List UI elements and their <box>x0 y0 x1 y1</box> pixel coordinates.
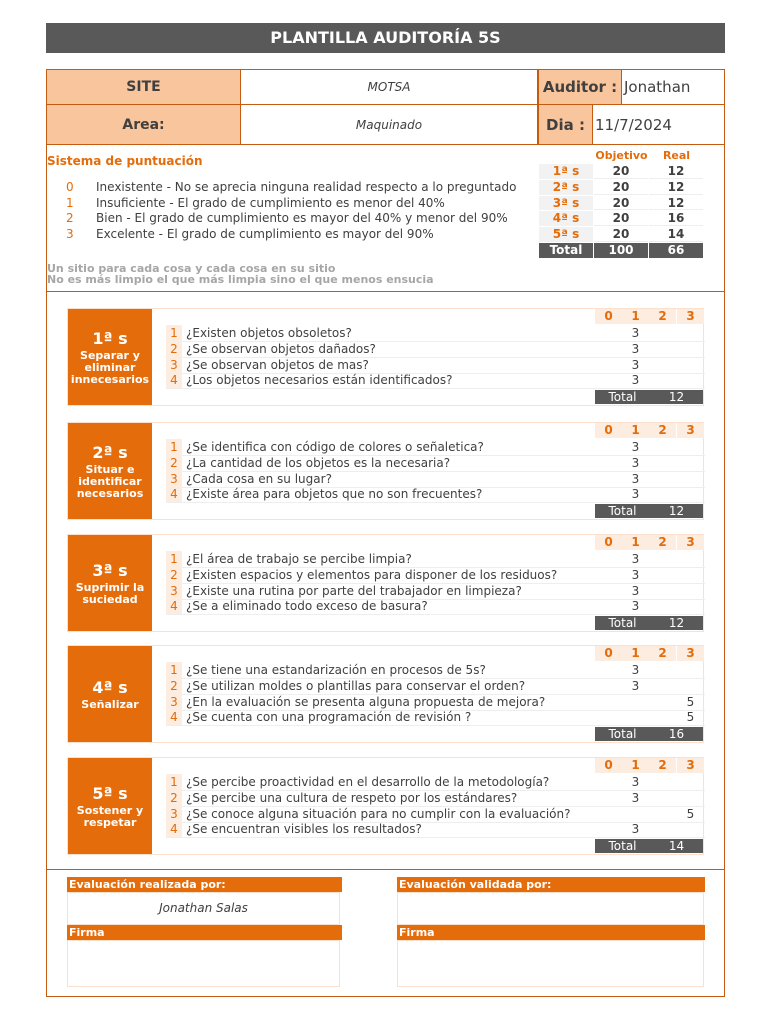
question-score[interactable]: 5 <box>686 710 695 725</box>
score-column-header: 3 <box>677 309 704 324</box>
s-section-title: 4ª s <box>92 677 128 697</box>
legend-level-text: Excelente - El grado de cumplimiento es mayor del 90% <box>96 226 434 241</box>
s-section-title: 2ª s <box>92 442 128 462</box>
legend-level-number: 2 <box>66 211 74 225</box>
section-total-label: Total <box>595 504 650 518</box>
question-score[interactable]: 5 <box>686 694 695 709</box>
question-score[interactable]: 3 <box>631 471 640 486</box>
s-section-title: 1ª s <box>92 328 128 348</box>
legend-level-number: 0 <box>66 180 74 194</box>
section-total-label: Total <box>595 616 650 630</box>
section-total-label: Total <box>595 390 650 404</box>
question-score[interactable]: 3 <box>631 487 640 502</box>
legend-level-text: Insuficiente - El grado de cumplimiento es menor del 40% <box>96 195 445 210</box>
question-number: 4 <box>166 709 182 725</box>
question-row[interactable] <box>166 821 705 838</box>
question-row[interactable] <box>166 486 705 503</box>
summary-row-objetivo: 20 <box>594 164 648 179</box>
summary-row-real: 16 <box>649 211 703 226</box>
question-number: 1 <box>166 551 182 567</box>
auditor-value[interactable]: Jonathan <box>621 69 725 105</box>
s-section <box>67 757 704 855</box>
summary-row-label: 3ª s <box>539 196 593 211</box>
score-column-header: 2 <box>649 423 676 438</box>
question-score[interactable]: 3 <box>631 790 640 805</box>
scoring-legend <box>66 180 536 242</box>
page-title: PLANTILLA AUDITORÍA 5S <box>46 23 725 53</box>
question-text: ¿Cada cosa en su lugar? <box>186 471 332 486</box>
s-section-subtitle: Separar y eliminar innecesarios <box>70 348 150 386</box>
s-section <box>67 308 704 406</box>
question-row[interactable] <box>166 583 705 600</box>
s-section-title: 5ª s <box>92 783 128 803</box>
s-section-subtitle: Señalizar <box>81 697 139 711</box>
question-text: ¿Se conoce alguna situación para no cumplir con la evaluación? <box>186 806 571 821</box>
summary-row-real: 14 <box>649 227 703 242</box>
summary-total-real: 66 <box>649 243 703 258</box>
s-section-title: 3ª s <box>92 560 128 580</box>
section-total-label: Total <box>595 839 650 853</box>
objetivo-header: Objetivo <box>595 149 648 162</box>
question-number: 3 <box>166 583 182 599</box>
firma-label-left: Firma <box>67 925 342 940</box>
score-column-header: 1 <box>622 535 649 550</box>
question-row[interactable] <box>166 806 705 823</box>
question-text: ¿Se percibe una cultura de respeto por los estándares? <box>186 790 518 805</box>
section-total-value: 12 <box>650 616 703 630</box>
question-text: ¿Existe una rutina por parte del trabajador en limpieza? <box>186 583 522 598</box>
firma-field-right[interactable] <box>397 940 704 987</box>
question-score[interactable]: 3 <box>631 822 640 837</box>
question-number: 2 <box>166 678 182 694</box>
question-number: 2 <box>166 790 182 806</box>
question-score[interactable]: 3 <box>631 326 640 340</box>
section-total-value: 16 <box>650 727 703 741</box>
question-text: ¿Se encuentran visibles los resultados? <box>186 822 422 837</box>
question-score[interactable]: 3 <box>631 341 640 356</box>
section-total-value: 12 <box>650 504 703 518</box>
question-row[interactable] <box>166 694 705 711</box>
section-total-value: 12 <box>650 390 703 404</box>
question-number: 4 <box>166 821 182 837</box>
question-score[interactable]: 3 <box>631 357 640 372</box>
question-number: 2 <box>166 567 182 583</box>
question-text: ¿En la evaluación se presenta alguna propuesta de mejora? <box>186 694 546 709</box>
question-text: ¿El área de trabajo se percibe limpia? <box>186 552 412 566</box>
question-text: ¿Se observan objetos dañados? <box>186 341 376 356</box>
question-text: ¿Se observan objetos de mas? <box>186 357 369 372</box>
question-number: 1 <box>166 774 182 790</box>
s-section-badge <box>68 535 152 631</box>
question-number: 1 <box>166 325 182 341</box>
summary-row-label: 5ª s <box>539 227 593 242</box>
summary-row-label: 4ª s <box>539 211 593 226</box>
summary-row-label: 1ª s <box>539 164 593 179</box>
question-number: 3 <box>166 471 182 487</box>
s-section <box>67 422 704 520</box>
legend-row <box>66 180 536 196</box>
real-header: Real <box>662 149 691 162</box>
s-section-subtitle: Situar e identificar necesarios <box>76 462 144 500</box>
s-section-subtitle: Sostener y respetar <box>76 803 144 829</box>
question-number: 4 <box>166 486 182 502</box>
firma-label-right: Firma <box>397 925 705 940</box>
site-label: SITE <box>46 69 241 105</box>
question-row[interactable] <box>166 598 705 615</box>
summary-total-objetivo: 100 <box>594 243 648 258</box>
question-text: ¿Se cuenta con una programación de revisión ? <box>186 710 472 725</box>
question-score[interactable]: 3 <box>631 455 640 470</box>
score-column-header: 1 <box>622 758 649 773</box>
score-column-header: 2 <box>649 646 676 661</box>
site-value[interactable]: MOTSA <box>240 69 538 105</box>
question-row[interactable] <box>166 678 705 695</box>
s-section-badge <box>68 758 152 854</box>
question-row[interactable] <box>166 357 705 374</box>
question-text: ¿Existe área para objetos que no son frecuentes? <box>186 487 483 502</box>
question-text: ¿Existen espacios y elementos para disponer de los residuos? <box>186 567 558 582</box>
legend-level-number: 1 <box>66 195 74 210</box>
question-number: 4 <box>166 598 182 614</box>
motto-2: No es más limpio el que más limpia sino el que menos ensucia <box>47 273 434 286</box>
score-column-header: 0 <box>595 423 622 438</box>
summary-row-label: 2ª s <box>539 180 593 195</box>
question-text: ¿Se utilizan moldes o plantillas para conservar el orden? <box>186 678 526 693</box>
question-text: ¿Se a eliminado todo exceso de basura? <box>186 599 428 614</box>
score-column-header: 1 <box>622 423 649 438</box>
section-total-label: Total <box>595 727 650 741</box>
s-section-badge <box>68 646 152 742</box>
question-row[interactable] <box>166 439 705 456</box>
validada-label: Evaluación validada por: <box>397 877 705 892</box>
question-row[interactable] <box>166 372 705 389</box>
summary-row-real: 12 <box>649 164 703 179</box>
area-value[interactable]: Maquinado <box>240 104 538 145</box>
question-score[interactable]: 3 <box>631 678 640 693</box>
validada-field[interactable] <box>397 892 704 925</box>
question-row[interactable] <box>166 325 705 342</box>
section-total-value: 14 <box>650 839 703 853</box>
question-score[interactable]: 3 <box>631 775 640 789</box>
score-column-header: 2 <box>649 309 676 324</box>
score-column-header: 2 <box>649 758 676 773</box>
question-text: ¿Los objetos necesarios están identificados? <box>186 373 453 388</box>
legend-row <box>66 196 536 212</box>
realizada-value: Jonathan Salas <box>159 901 248 915</box>
question-text: ¿Se percibe proactividad en el desarrollo de la metodología? <box>186 775 550 789</box>
s-section-subtitle: Suprimir la suciedad <box>75 580 145 606</box>
motto-1: Un sitio para cada cosa y cada cosa en su sitio <box>47 262 336 275</box>
question-row[interactable] <box>166 341 705 358</box>
question-row[interactable] <box>166 790 705 807</box>
score-column-header: 3 <box>677 535 704 550</box>
question-score[interactable]: 3 <box>631 552 640 566</box>
firma-field-left[interactable] <box>67 940 340 987</box>
s-section <box>67 534 704 632</box>
score-column-header: 3 <box>677 646 704 661</box>
score-column-header: 0 <box>595 646 622 661</box>
question-number: 1 <box>166 439 182 455</box>
score-column-header: 0 <box>595 535 622 550</box>
s-section-badge <box>68 423 152 519</box>
realizada-field[interactable] <box>67 892 340 925</box>
question-text: ¿Se tiene una estandarización en procesos de 5s? <box>186 663 486 677</box>
auditor-label: Auditor : <box>538 69 622 105</box>
dia-label: Dia : <box>538 104 593 145</box>
summary-row-objetivo: 20 <box>594 180 648 195</box>
s-section <box>67 645 704 743</box>
question-number: 3 <box>166 806 182 822</box>
score-column-header: 0 <box>595 309 622 324</box>
question-text: ¿Se identifica con código de colores o señaletica? <box>186 440 484 454</box>
question-score[interactable]: 3 <box>631 599 640 614</box>
scoring-heading: Sistema de puntuación <box>47 154 203 168</box>
legend-level-number: 3 <box>66 226 74 241</box>
question-row[interactable] <box>166 774 705 791</box>
question-number: 2 <box>166 455 182 471</box>
question-row[interactable] <box>166 709 705 726</box>
dia-value[interactable]: 11/7/2024 <box>592 104 725 145</box>
score-column-header: 2 <box>649 535 676 550</box>
legend-row <box>66 211 536 227</box>
question-row[interactable] <box>166 567 705 584</box>
question-row[interactable] <box>166 551 705 568</box>
summary-row-objetivo: 20 <box>594 196 648 211</box>
question-score[interactable]: 3 <box>631 663 640 677</box>
question-text: ¿Existen objetos obsoletos? <box>186 326 352 340</box>
question-number: 3 <box>166 357 182 373</box>
question-row[interactable] <box>166 455 705 472</box>
s-section-badge <box>68 309 152 405</box>
question-row[interactable] <box>166 662 705 679</box>
question-score[interactable]: 3 <box>631 567 640 582</box>
score-column-header: 1 <box>622 646 649 661</box>
score-column-header: 3 <box>677 758 704 773</box>
score-column-header: 1 <box>622 309 649 324</box>
area-label: Area: <box>46 104 241 145</box>
summary-total-label: Total <box>539 243 593 258</box>
question-number: 4 <box>166 372 182 388</box>
legend-level-text: Inexistente - No se aprecia ninguna realidad respecto a lo preguntado <box>96 180 517 194</box>
question-score[interactable]: 3 <box>631 440 640 454</box>
question-number: 2 <box>166 341 182 357</box>
summary-table <box>538 164 704 259</box>
summary-row-objetivo: 20 <box>594 211 648 226</box>
question-score[interactable]: 3 <box>631 583 640 598</box>
question-score[interactable]: 5 <box>686 806 695 821</box>
score-column-header: 0 <box>595 758 622 773</box>
summary-row-real: 12 <box>649 196 703 211</box>
question-row[interactable] <box>166 471 705 488</box>
summary-row-objetivo: 20 <box>594 227 648 242</box>
question-text: ¿La cantidad de los objetos es la necesaria? <box>186 455 451 470</box>
score-column-header: 3 <box>677 423 704 438</box>
summary-row-real: 12 <box>649 180 703 195</box>
realizada-label: Evaluación realizada por: <box>67 877 342 892</box>
legend-level-text: Bien - El grado de cumplimiento es mayor del 40% y menor del 90% <box>96 211 508 225</box>
question-number: 1 <box>166 662 182 678</box>
question-score[interactable]: 3 <box>631 373 640 388</box>
question-number: 3 <box>166 694 182 710</box>
legend-row <box>66 227 536 243</box>
